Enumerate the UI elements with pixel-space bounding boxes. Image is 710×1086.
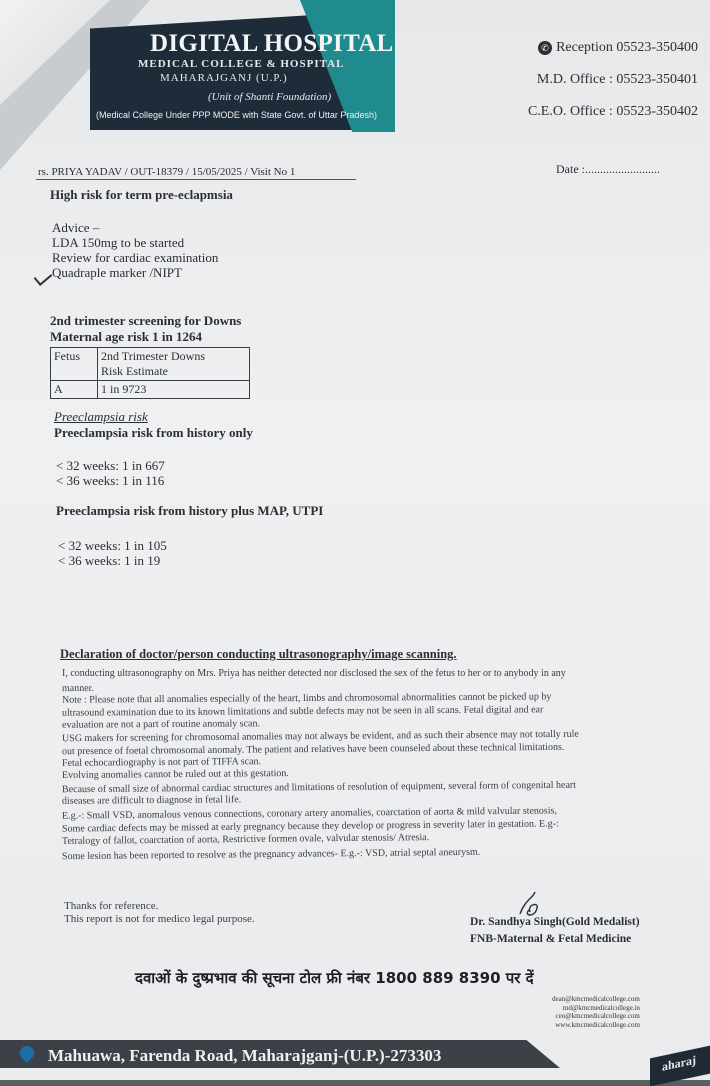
history-32: < 32 weeks: 1 in 667 [56,458,165,473]
screening-title: 2nd trimester screening for Downs [50,313,242,328]
phone-icon: ✆ [538,41,552,55]
downs-risk-table [50,347,250,399]
thanks-text: Thanks for reference. [64,900,159,912]
decl-line-9: Evolving anomalies cannot be ruled out at this gestation. [61,768,289,781]
maternal-risk: Maternal age risk 1 in 1264 [50,329,203,344]
date-label: Date :......................... [556,162,660,176]
md-office: M.D. Office : 05523-350401 [536,72,698,87]
decl-line-14: Tetralogy of fallot, coarctation of aorta, Restrictive formen ovale, valvular stenosis/ Atresia. [61,832,430,847]
decl-line-13: Some cardiac defects may be missed at early pregnancy because they develop or progress in severity later in gestation. E.g-: [61,818,559,835]
map-36: < 36 weeks: 1 in 19 [58,553,161,568]
table-header-row [51,348,250,381]
patient-underline [36,179,356,180]
table-head-risk [98,348,250,381]
decl-line-1: I, conducting ultrasonography on Mrs. Priya has neither detected nor disclosed the sex of the fetus to her or to anybody in any [62,668,566,679]
doctor-name: Dr. Sandhya Singh(Gold Medalist) [470,916,640,928]
map-32: < 32 weeks: 1 in 105 [58,538,167,553]
decl-line-12: E.g.-: Small VSD, anomalous venous connections, coronary artery anomalies, coarctation of aorta & mild valvular stenosis, [61,805,558,822]
row-fetus: A [51,381,98,399]
decl-line-3: Note : Please note that all anomalies especially of the heart, limbs and chromosomal abnormalities cannot be picked up by [61,691,552,706]
hospital-name: DIGITAL HOSPITAL [150,30,394,57]
headline: High risk for term pre-eclapmsia [50,187,233,202]
table-head-fetus: Fetus [51,348,98,381]
hospital-sub3: (Unit of Shanti Foundation) [208,91,332,103]
row-value: 1 in 9723 [98,381,250,399]
table-row [51,381,250,399]
table-head-risk-line2: Risk Estimate [101,364,168,378]
advice-title: Advice – [52,220,100,235]
table-head-risk-line1: 2nd Trimester Downs [101,349,206,363]
email-dean: dean@kmcmedicalcollege.com [552,995,640,1003]
address-text: Mahuawa, Farenda Road, Maharajganj-(U.P.)-273303 [48,1046,442,1065]
advice-item-3: Quadraple marker /NIPT [52,265,182,280]
hospital-sub2: MAHARAJGANJ (U.P.) [160,72,288,84]
decl-line-8: Fetal echocardiography is not part of TIFFA scan. [61,756,262,769]
patient-line: rs. PRIYA YADAV / OUT-18379 / 15/05/2025 / Visit No 1 [38,166,296,178]
hospital-sub1: MEDICAL COLLEGE & HOSPITAL [138,58,345,70]
advice-item-2: Review for cardiac examination [52,250,219,265]
not-legal-text: This report is not for medico legal purpose. [64,913,255,925]
decl-line-2: manner. [61,682,94,695]
history-36: < 36 weeks: 1 in 116 [56,473,165,488]
decl-line-10: Because of small size of abnormal cardiac structures and limitations of resolution of equipment, several form of congenital heart [61,779,577,796]
decl-line-7: out presence of foetal chromosomal anomaly. The patient and relatives have been counseled about these technical limitations. [61,741,565,758]
reception-text: Reception 05523-350400 [556,40,698,55]
decl-line-6: USG makers for screening for chromosomal anomalies may not always be evident, and as such their absence may not totally rule [61,728,579,745]
hospital-sub4: (Medical College Under PPP MODE with State Govt. of Uttar Pradesh) [96,110,377,120]
declaration-title: Declaration of doctor/person conducting ultrasonography/image scanning. [60,647,457,661]
doctor-qualification: FNB-Maternal & Fetal Medicine [470,933,632,945]
decl-line-5: evaluation are not a part of routine anomaly scan. [61,718,261,731]
advice-item-1: LDA 150mg to be started [52,235,185,250]
reception-contact [538,40,698,56]
history-only: Preeclampsia risk from history only [54,425,253,440]
decl-line-4: ultrasound examination due to its known limitations and subtle defects may not be seen in all scans. Fetal digital and ear [61,704,544,719]
decl-line-11: diseases are difficult to diagnose in fetal life. [61,794,242,807]
email-list [552,995,640,1029]
history-map: Preeclampsia risk from history plus MAP, UTPI [56,503,324,518]
website: www.kmcmedicalcollege.com [555,1020,640,1029]
toll-free-notice: दवाओं के दुष्प्रभाव की सूचना टोल फ्री नंबर 1800 889 8390 पर दें [135,969,534,987]
corner-text: aharaj [650,1046,710,1086]
email-md: md@kmcmedicalcollege.in [562,1003,640,1012]
ceo-office: C.E.O. Office : 05523-350402 [527,104,698,119]
preeclampsia-title: Preeclampsia risk [54,409,148,424]
email-ceo: ceo@kmcmedicalcollege.com [555,1012,640,1020]
decl-line-15: Some lesion has been reported to resolve as the pregnancy advances- E.g.-: VSD, atrial septal aneurysm. [61,846,481,863]
